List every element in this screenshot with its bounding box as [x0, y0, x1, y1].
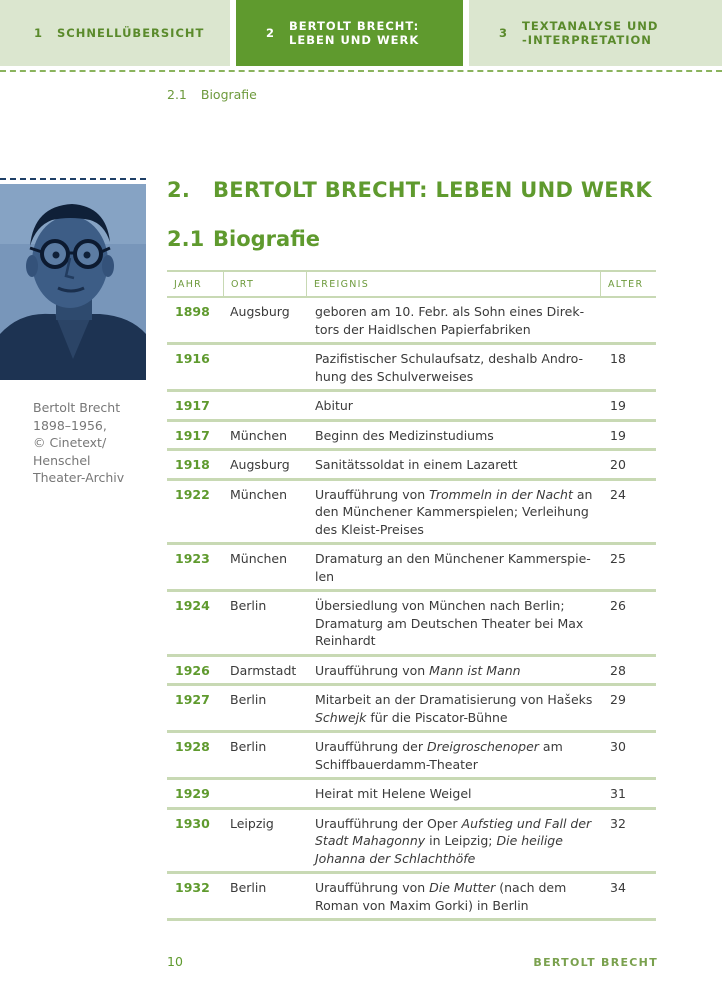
caption-line: 1898–1956,: [33, 417, 107, 433]
table-row: [167, 592, 656, 657]
cell-event: [306, 392, 600, 419]
portrait-illustration: [0, 184, 146, 380]
cell-place: Augsburg: [230, 304, 290, 319]
event-line: [315, 427, 600, 445]
section-number: 2.1: [167, 227, 205, 251]
tab-label: TEXTANALYSE UND -INTERPRETATION: [522, 19, 659, 47]
table-row: [167, 686, 656, 733]
event-line: [315, 303, 600, 321]
event-text: Pazifistischer Schulaufsatz, deshalb Andro-: [315, 351, 583, 366]
cell-event: [306, 451, 600, 478]
column-header-jahr: JAHR: [174, 278, 203, 290]
cell-age: 26: [610, 598, 626, 613]
cell-place: Augsburg: [230, 457, 290, 472]
event-line: [315, 709, 600, 727]
biography-table: [167, 270, 656, 921]
event-line: [315, 832, 600, 850]
column-header-alter: ALTER: [600, 272, 656, 296]
event-line: [315, 662, 600, 680]
cell-age: 34: [610, 880, 626, 895]
cell-age: 28: [610, 662, 626, 678]
table-row: [167, 345, 656, 392]
event-text: Uraufführung der Oper: [315, 815, 462, 831]
work-title: Johanna der Schlachthöfe: [315, 850, 476, 866]
cell-event: [306, 592, 600, 654]
cell-year: 1928: [175, 739, 210, 754]
table-body: [167, 298, 656, 921]
cell-event: [306, 686, 600, 730]
event-text: Dramaturg an den Münchener Kammerspie-: [315, 551, 591, 566]
work-title: Schwejk: [315, 709, 367, 725]
cell-year: 1922: [175, 486, 210, 502]
table-row: [167, 657, 656, 687]
event-text: Roman von Maxim Gorki) in Berlin: [315, 897, 529, 913]
cell-age: [600, 298, 656, 342]
table-row: [167, 874, 656, 921]
event-text: für die Piscator-Bühne: [366, 709, 508, 725]
event-text: len: [315, 568, 335, 584]
event-text: an: [572, 486, 593, 502]
event-line: [315, 738, 600, 756]
cell-place: München: [230, 551, 288, 566]
running-head: BERTOLT BRECHT: [533, 956, 658, 969]
event-text: des Kleist-Preises: [315, 521, 424, 537]
cell-age: 24: [610, 486, 626, 502]
event-line: [315, 503, 600, 521]
event-line: [315, 368, 600, 386]
work-title: Die Mutter: [429, 880, 496, 895]
tab-textanalyse[interactable]: [469, 0, 722, 66]
cell-event: [306, 780, 600, 807]
table-row: [167, 422, 656, 452]
cell-place: Darmstadt: [230, 662, 297, 678]
event-text: Reinhardt: [315, 633, 376, 648]
cell-place: [223, 345, 306, 389]
caption-line: Bertolt Brecht: [33, 400, 121, 415]
event-text: Sanitätssoldat in einem Lazarett: [315, 457, 518, 472]
portrait-photo: [0, 184, 146, 380]
event-line: [315, 756, 600, 774]
cell-year: 1923: [175, 551, 210, 566]
divider-dashed-left: [0, 178, 146, 180]
cell-event: [306, 733, 600, 777]
cell-event: [306, 422, 600, 449]
divider-dashed-top: [0, 70, 722, 72]
event-text: Abitur: [315, 398, 353, 413]
event-text: Schiffbauerdamm-Theater: [315, 756, 478, 772]
breadcrumb-label: Biografie: [200, 87, 257, 102]
event-line: [315, 486, 600, 504]
table-row: [167, 810, 656, 875]
tab-label: SCHNELLÜBERSICHT: [57, 26, 205, 40]
cell-year: 1918: [175, 457, 210, 472]
table-header: [167, 270, 656, 298]
column-header-ort: ORT: [223, 272, 306, 296]
cell-year: 1917: [175, 398, 210, 413]
cell-age: 19: [610, 427, 626, 443]
cell-event: [306, 345, 600, 389]
work-title: Aufstieg und Fall der: [461, 815, 592, 831]
cell-year: 1916: [175, 351, 210, 366]
section-title: Biografie: [213, 227, 320, 251]
cell-event: [306, 657, 600, 684]
tab-number: 1: [34, 26, 44, 40]
chapter-tabs: [0, 0, 722, 66]
caption-line: © Cinetext/: [33, 435, 107, 450]
cell-place: [223, 392, 306, 419]
section-heading: [167, 227, 320, 251]
event-text: Heirat mit Helene Weigel: [315, 786, 472, 801]
event-line: [315, 397, 600, 415]
chapter-heading: [167, 178, 652, 202]
cell-event: [306, 481, 600, 543]
work-title: Mann ist Mann: [429, 662, 521, 678]
work-title: Dreigroschenoper: [426, 739, 539, 754]
cell-age: 20: [610, 457, 626, 472]
cell-age: 18: [610, 351, 626, 366]
cell-year: 1927: [175, 692, 210, 707]
cell-place: Berlin: [230, 880, 267, 895]
event-line: [315, 785, 600, 803]
event-text: Beginn des Medizinstudiums: [315, 427, 494, 443]
event-line: [315, 632, 600, 650]
breadcrumb: [167, 87, 257, 102]
cell-age: 29: [610, 692, 626, 707]
cell-age: 30: [610, 739, 626, 754]
table-row: [167, 733, 656, 780]
breadcrumb-number: 2.1: [167, 87, 187, 102]
event-text: Uraufführung von: [315, 486, 430, 502]
cell-event: [306, 874, 600, 918]
cell-year: 1924: [175, 598, 210, 613]
work-title: Trommeln in der Nacht: [429, 486, 573, 502]
work-title: Die heilige: [496, 833, 563, 848]
tab-number: 3: [499, 26, 509, 40]
event-text: tors der Haidlschen Papierfabriken: [315, 321, 531, 337]
event-line: [315, 597, 600, 615]
cell-place: Berlin: [230, 739, 267, 754]
event-text: Übersiedlung von München nach Berlin;: [315, 598, 565, 613]
cell-age: 25: [610, 551, 626, 566]
cell-place: Berlin: [230, 598, 267, 613]
event-line: [315, 521, 600, 539]
caption-line: Henschel: [33, 452, 91, 468]
table-row: [167, 451, 656, 481]
event-text: den Münchener Kammerspielen; Verleihung: [315, 504, 589, 519]
cell-place: München: [230, 427, 288, 443]
cell-place: München: [230, 486, 288, 502]
event-text: geboren am 10. Febr. als Sohn eines Direk-: [315, 304, 585, 319]
table-row: [167, 392, 656, 422]
event-line: [315, 550, 600, 568]
table-row: [167, 298, 656, 345]
cell-age: 31: [610, 786, 626, 801]
cell-place: [223, 780, 306, 807]
table-row: [167, 545, 656, 592]
event-line: [315, 850, 600, 868]
cell-year: 1930: [175, 815, 210, 831]
event-text: Uraufführung von: [315, 662, 430, 678]
event-line: [315, 456, 600, 474]
event-text: Dramaturg am Deutschen Theater bei Max: [315, 615, 584, 631]
event-text: hung des Schulverweises: [315, 368, 474, 384]
cell-place: Berlin: [230, 692, 267, 707]
column-header-ereignis: EREIGNIS: [306, 272, 600, 296]
cell-year: 1932: [175, 880, 210, 895]
event-text: Mitarbeit an der Dramatisierung von Hašeks: [315, 692, 593, 707]
cell-year: 1929: [175, 786, 210, 801]
cell-year: 1917: [175, 427, 210, 443]
event-text: Uraufführung von: [315, 880, 430, 895]
tab-schnelluebersicht[interactable]: [0, 0, 230, 66]
event-line: [315, 879, 600, 897]
caption-line: Theater-Archiv: [33, 470, 125, 485]
table-row: [167, 481, 656, 546]
event-text: (nach dem: [495, 880, 567, 895]
event-line: [315, 815, 600, 833]
cell-place: Leipzig: [230, 815, 274, 831]
table-row: [167, 780, 656, 810]
page-number: 10: [167, 954, 183, 969]
cell-event: [306, 810, 600, 872]
chapter-title: BERTOLT BRECHT: LEBEN UND WERK: [213, 178, 652, 202]
cell-event: [306, 298, 600, 342]
event-line: [315, 350, 600, 368]
cell-year: 1898: [175, 304, 210, 319]
event-line: [315, 615, 600, 633]
tab-number: 2: [266, 26, 276, 40]
cell-age: 32: [610, 815, 626, 831]
cell-year: 1926: [175, 662, 210, 678]
cell-event: [306, 545, 600, 589]
tab-label: BERTOLT BRECHT: LEBEN UND WERK: [289, 19, 420, 47]
event-text: am: [538, 739, 563, 754]
event-text: Uraufführung der: [315, 739, 427, 754]
event-line: [315, 691, 600, 709]
work-title: Stadt Mahagonny: [315, 833, 426, 848]
event-line: [315, 321, 600, 339]
event-line: [315, 897, 600, 915]
tab-leben-und-werk[interactable]: [236, 0, 463, 66]
event-text: in Leipzig;: [425, 833, 497, 848]
photo-caption: [33, 399, 143, 487]
event-line: [315, 568, 600, 586]
cell-age: 19: [610, 398, 626, 413]
chapter-number: 2.: [167, 178, 191, 202]
